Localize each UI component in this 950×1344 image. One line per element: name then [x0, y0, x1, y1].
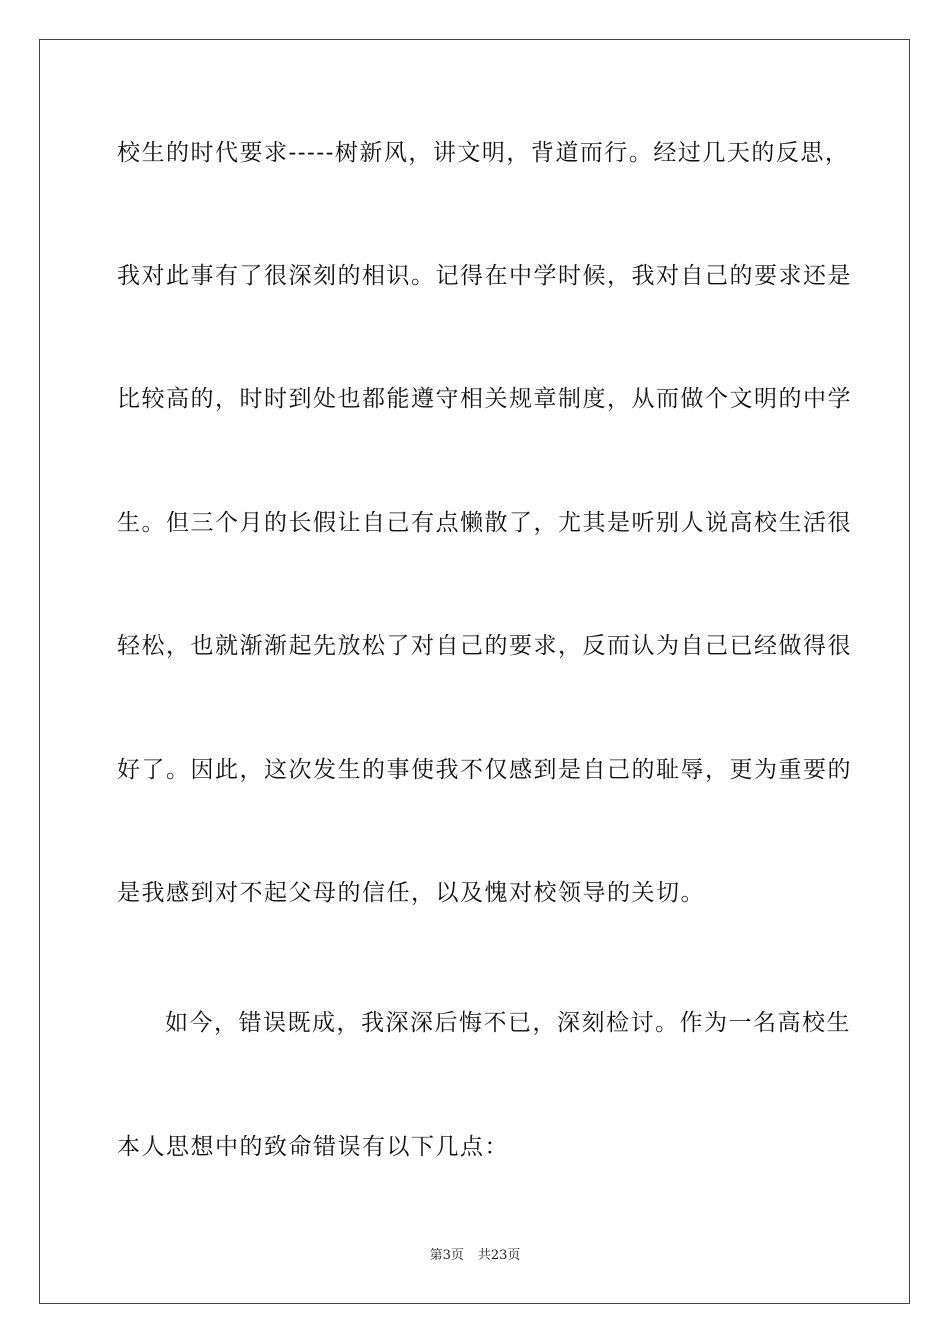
- page-border: [39, 39, 910, 1304]
- body-line-5: 轻松，也就渐渐起先放松了对自己的要求，反而认为自己已经做得很: [117, 633, 852, 659]
- body-line-1: 校生的时代要求-----树新风，讲文明，背道而行。经过几天的反思，: [117, 140, 850, 166]
- page-number: 第3页: [429, 1248, 464, 1263]
- body-line-3: 比较高的，时时到处也都能遵守相关规章制度，从而做个文明的中学: [117, 386, 852, 412]
- body-line-6: 好了。因此，这次发生的事使我不仅感到是自己的耻辱，更为重要的: [117, 757, 852, 783]
- total-pages: 共23页: [477, 1248, 521, 1263]
- page-footer: [0, 1247, 950, 1265]
- body-line-2: 我对此事有了很深刻的相识。记得在中学时候，我对自己的要求还是: [117, 263, 852, 289]
- body-line-9: 本人思想中的致命错误有以下几点：: [117, 1134, 509, 1160]
- body-line-4: 生。但三个月的长假让自己有点懒散了，尤其是听别人说高校生活很: [117, 510, 852, 536]
- body-line-8-paragraph-start: 如今，错误既成，我深深后悔不已，深刻检讨。作为一名高校生: [165, 1010, 851, 1036]
- body-line-7: 是我感到对不起父母的信任，以及愧对校领导的关切。: [117, 880, 705, 906]
